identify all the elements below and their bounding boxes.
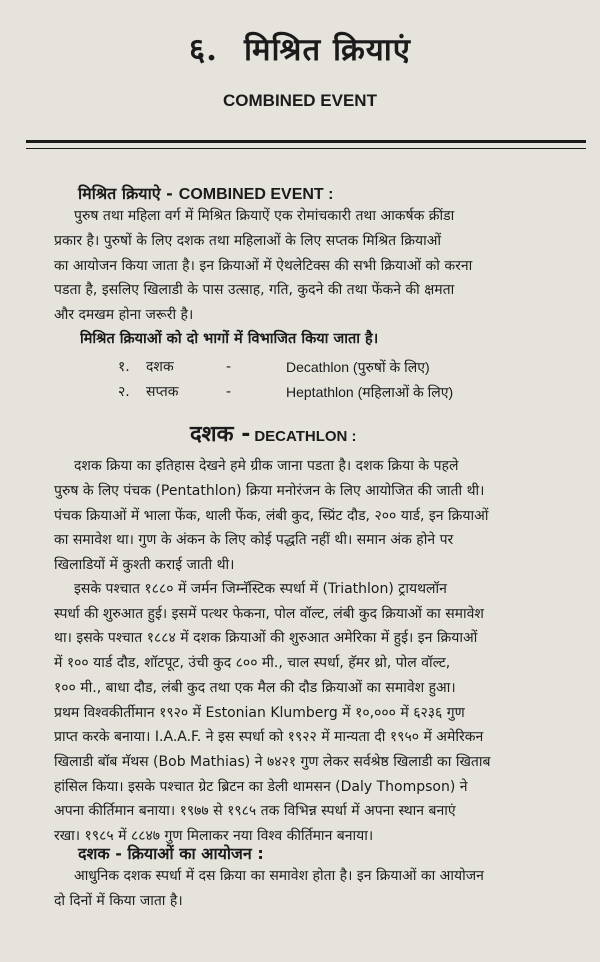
paragraph-line: स्पर्धा की शुरुआत हुई। इसमें पत्थर फेकना, पोल वॉल्ट, लंबी कुद क्रियाओं का समावेश (54, 605, 484, 622)
divider-thick (26, 140, 586, 143)
chapter-title-english: COMBINED EVENT (223, 91, 377, 110)
history-paragraph (54, 454, 584, 578)
section-heading (78, 182, 333, 204)
paragraph-line: दशक क्रिया का इतिहास देखने हमे ग्रीक जाना पडता है। दशक क्रिया के पहले (74, 458, 459, 474)
chapter-title (0, 28, 600, 70)
list-number: २. (118, 384, 130, 400)
paragraph-line: में १०० यार्ड दौड, शॉटपूट, उंची कुद ८०० मी., चाल स्पर्धा, हॅमर थ्रो, पोल वॉल्ट, (54, 655, 451, 672)
list-name-hindi: दशक (146, 359, 174, 375)
paragraph-line: इसके पश्चात १८८० में जर्मन जिम्नॅस्टिक स्पर्धा में (Triathlon) ट्रायथलॉन (74, 581, 447, 597)
paragraph-line: अपना कीर्तिमान बनाया। १९७७ से १९८५ तक विभिन्न स्पर्धा में अपना स्थान बनाएं (54, 803, 456, 820)
decathlon-heading-english: DECATHLON : (254, 428, 357, 445)
paragraph-line: दो दिनों में किया जाता है। (54, 892, 183, 909)
paragraph-line: खिलाडी बॉब मॅथस (Bob Mathias) ने ७४२१ गुण लेकर सर्वश्रेष्ठ खिलाडी का खिताब (54, 753, 491, 770)
list-item (118, 380, 578, 405)
list-dash: - (226, 384, 232, 400)
paragraph-line: हांसिल किया। इसके पश्चात ग्रेट ब्रिटन का डेली थामसन (Daly Thompson) ने (54, 778, 468, 795)
decathlon-heading-hindi: दशक - (190, 422, 251, 447)
paragraph-line: खिलाडियों में कुश्ती कराई जाती थी। (54, 557, 235, 574)
section-heading-english: COMBINED EVENT : (178, 186, 334, 203)
section-heading-hindi: मिश्रित क्रियाऐ - (78, 184, 173, 203)
paragraph-line: और दमखम होना जरूरी है। (54, 307, 194, 324)
chapter-title-hindi: मिश्रित क्रियाएं (243, 32, 411, 68)
paragraph-line: पडता है, इसलिए खिलाडी के पास उत्साह, गति, कुदने की तथा फेंकने की क्षमता (54, 282, 455, 299)
paragraph-line: १०० मी., बाधा दौड, लंबी कुद तथा एक मैल की दौड क्रियाओं का समावेश हुआ। (54, 679, 456, 696)
paragraph-line: प्रकार है। पुरुषों के लिए दशक तथा महिलाओं के लिए सप्तक मिश्रित क्रियाओं (54, 232, 442, 249)
list-name-hindi: सप्तक (146, 384, 179, 400)
paragraph-line: का समावेश था। गुण के अंकन के लिए कोई पद्धति नहीं थी। समान अंक होने पर (54, 532, 454, 549)
intro-paragraph (54, 204, 584, 328)
paragraph-line: रखा। १९८५ में ८८४७ गुण मिलाकर नया विश्व कीर्तिमान बनाया। (54, 828, 374, 845)
paragraph-line: प्रथम विश्वकीर्तीमान १९२० में Estonian Klumberg में १०,००० में ६२३६ गुण (54, 704, 465, 721)
paragraph-line: पंचक क्रियाओं में भाला फेंक, थाली फेंक, लंबी कुद, स्प्रिंट दौड, २०० यार्ड, इन क्रियाओं (54, 507, 489, 524)
paragraph-line: पुरुष के लिए पंचक (Pentathlon) क्रिया मनोरंजन के लिए आयोजित की जाती थी। (54, 482, 485, 499)
classification-line: मिश्रित क्रियाओं को दो भागों में विभाजित किया जाता है। (80, 331, 379, 347)
organization-subheading: दशक - क्रियाओं का आयोजन : (78, 844, 264, 863)
list-name-english: Decathlon (पुरुषों के लिए) (286, 359, 430, 375)
divider-thin (26, 148, 586, 149)
paragraph-line: का आयोजन किया जाता है। इन क्रियाओं में ऐथलेटिक्स की सभी क्रियाओं को करना (54, 257, 473, 274)
classification-statement (80, 327, 585, 352)
list-number: १. (118, 359, 130, 375)
paragraph-line: आधुनिक दशक स्पर्धा में दस क्रिया का समावेश होता है। इन क्रियाओं का आयोजन (74, 868, 484, 884)
records-paragraph (54, 577, 584, 849)
paragraph-line: प्राप्त करके बनाया। I.A.A.F. ने इस स्पर्धा को १९२२ में मान्यता दी १९५० में अमेरिकन (54, 729, 484, 746)
decathlon-heading (190, 418, 357, 448)
chapter-number: ६. (189, 32, 218, 68)
event-list (118, 355, 578, 405)
list-item (118, 355, 578, 380)
organization-paragraph (54, 864, 584, 914)
list-dash: - (226, 359, 232, 375)
paragraph-line: था। इसके पश्चात १८८४ में दशक क्रियाओं की शुरुआत अमेरिका में हुई। इन क्रियाओं (54, 630, 478, 647)
paragraph-line: पुरुष तथा महिला वर्ग में मिश्रित क्रियाऐं एक रोमांचकारी तथा आकर्षक क्रींडा (74, 208, 455, 224)
list-name-english: Heptathlon (महिलाओं के लिए) (286, 384, 454, 400)
